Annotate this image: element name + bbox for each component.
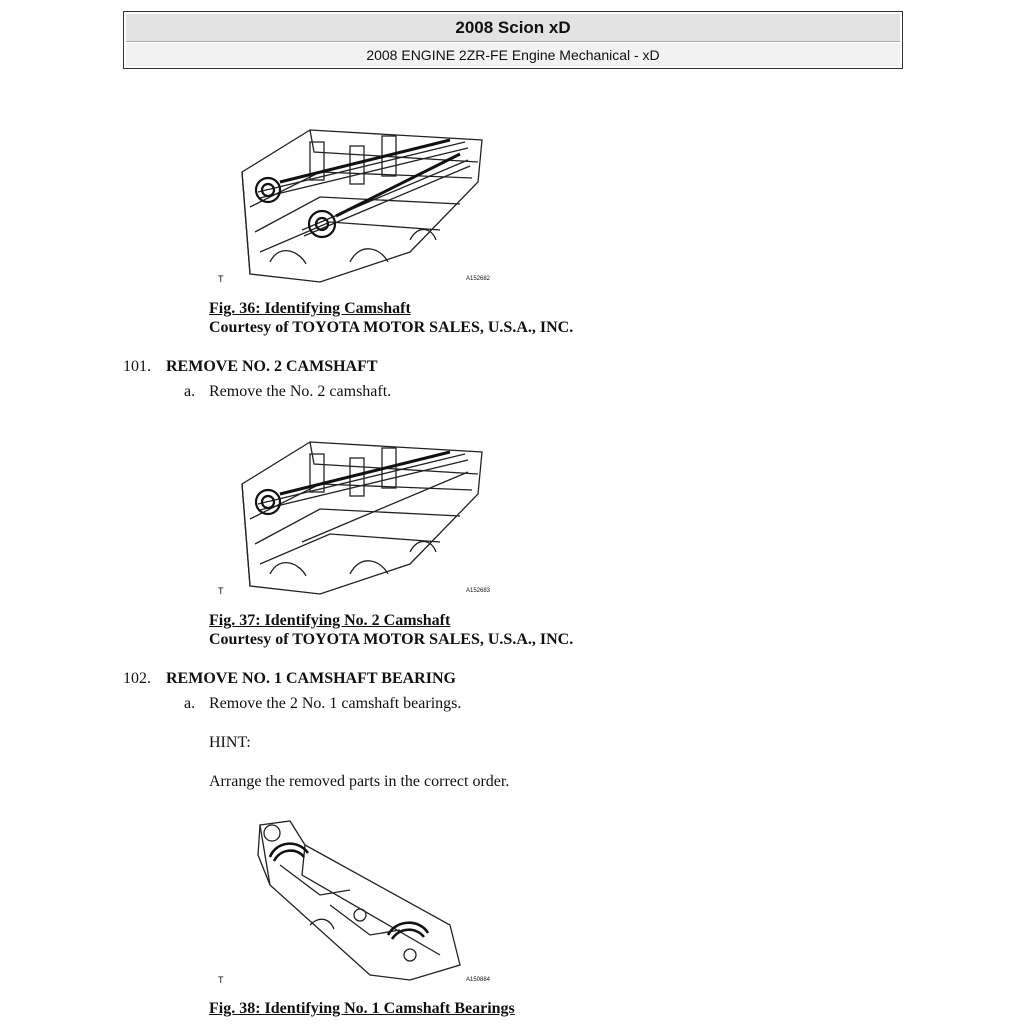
substep-letter: a.: [184, 695, 196, 712]
figure-caption-title: Fig. 37: Identifying No. 2 Camshaft: [209, 612, 451, 629]
hint-text: Arrange the removed parts in the correct order.: [209, 773, 510, 790]
figure-t-mark: T: [218, 274, 224, 284]
substep-text: Remove the No. 2 camshaft.: [209, 383, 392, 400]
substep-text: Remove the 2 No. 1 camshaft bearings.: [209, 695, 462, 712]
cylinder-head-drawing: [210, 424, 510, 604]
figure-code: A152683: [466, 588, 491, 594]
step-101-substep-a: [184, 382, 391, 402]
figure-36-camshaft-illustration: [210, 112, 510, 292]
figure-36-caption: [209, 299, 573, 337]
hint-label: HINT:: [209, 734, 251, 751]
step-number: 101.: [123, 358, 151, 375]
step-heading: REMOVE NO. 1 CAMSHAFT BEARING: [166, 670, 456, 687]
step-102: [123, 669, 456, 689]
figure-caption-title: Fig. 38: Identifying No. 1 Camshaft Bearings: [209, 1000, 515, 1017]
figure-caption-credit: Courtesy of TOYOTA MOTOR SALES, U.S.A., INC.: [209, 631, 574, 648]
cylinder-head-drawing: [210, 112, 510, 292]
figure-38-camshaft-bearings-illustration: [210, 815, 510, 990]
figure-t-mark: T: [218, 975, 224, 985]
document-header: [123, 11, 903, 69]
figure-caption-title: Fig. 36: Identifying Camshaft: [209, 300, 411, 317]
step-102-substep-a: [184, 694, 461, 714]
figure-t-mark: T: [218, 586, 224, 596]
figure-37-caption: [209, 611, 573, 649]
figure-caption-credit: Courtesy of TOYOTA MOTOR SALES, U.S.A., INC.: [209, 319, 574, 336]
figure-38-caption: [209, 999, 515, 1018]
substep-letter: a.: [184, 383, 196, 400]
figure-code: A152682: [466, 276, 491, 282]
document-title: 2008 Scion xD: [126, 14, 900, 42]
bearing-housing-drawing: [210, 815, 510, 990]
document-subtitle: 2008 ENGINE 2ZR-FE Engine Mechanical - xD: [126, 43, 900, 66]
step-101: [123, 357, 378, 377]
step-number: 102.: [123, 670, 151, 687]
figure-code: A150884: [466, 977, 491, 983]
figure-37-no2-camshaft-illustration: [210, 424, 510, 604]
step-heading: REMOVE NO. 2 CAMSHAFT: [166, 358, 378, 375]
